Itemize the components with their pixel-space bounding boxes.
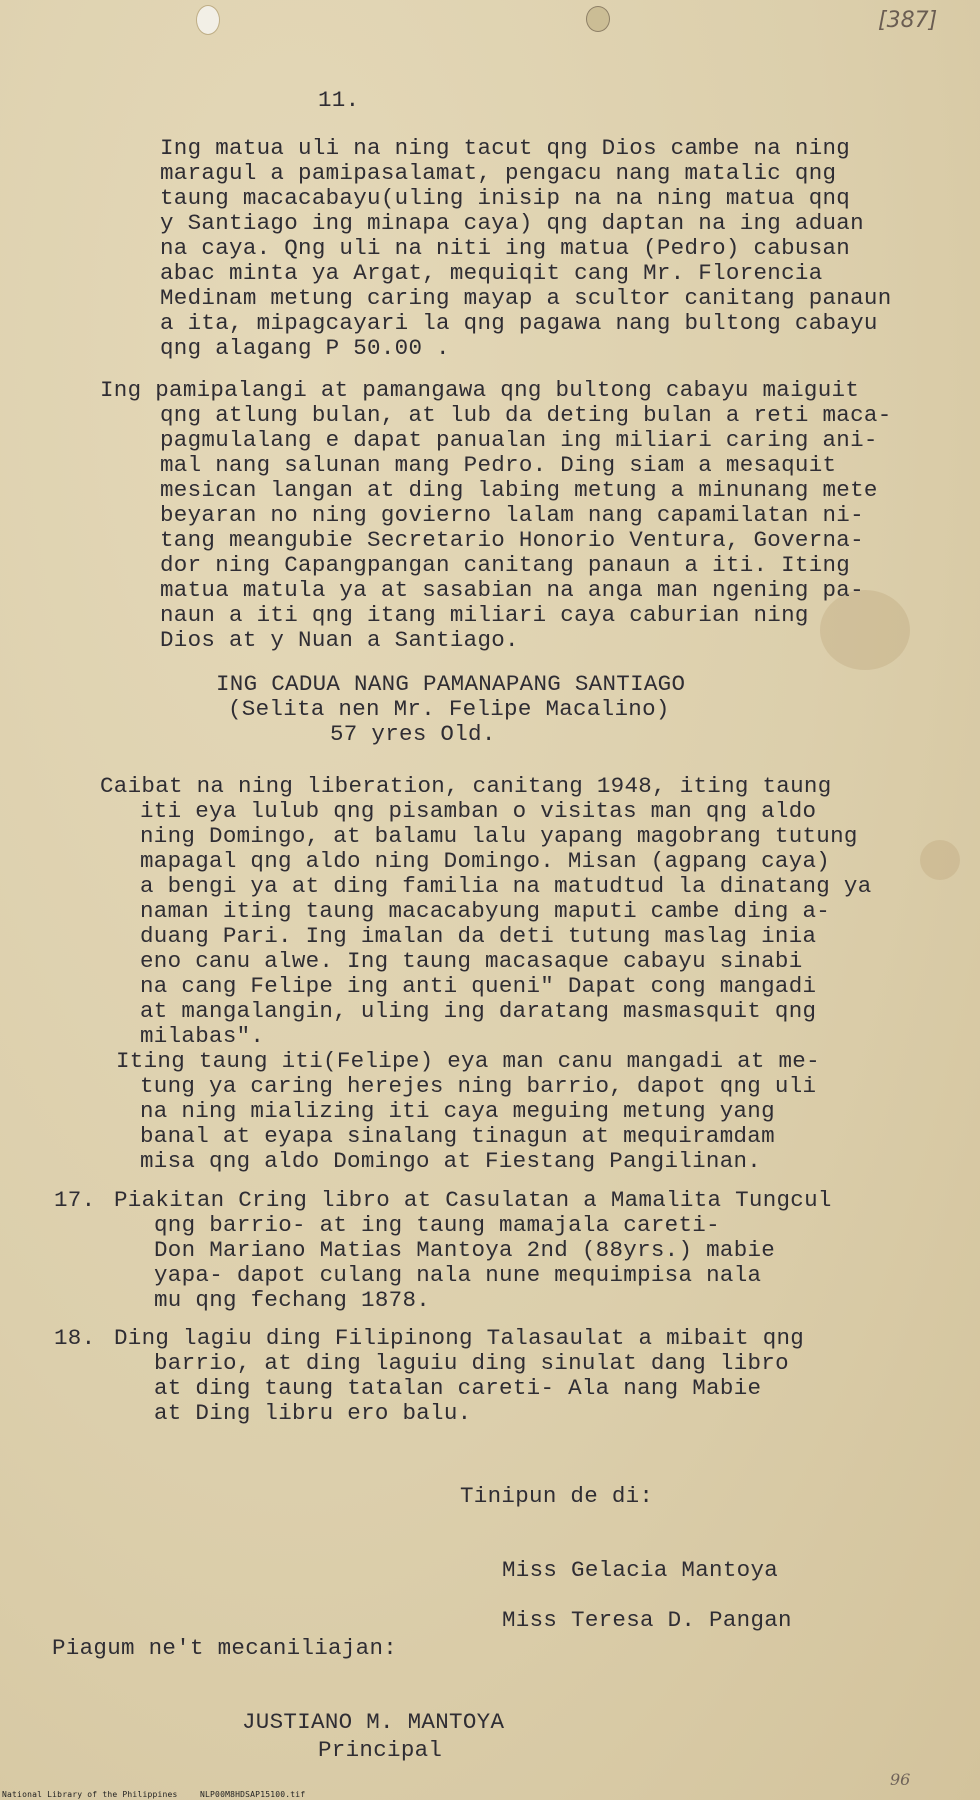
text-line: Ing pamipalangi at pamangawa qng bultong cabayu maiguit	[100, 377, 860, 403]
item-17-number: 17.	[54, 1187, 96, 1213]
text-line: Dios at y Nuan a Santiago.	[160, 627, 519, 653]
section-age: 57 yres Old.	[330, 721, 496, 747]
punch-hole-left	[196, 5, 220, 35]
text-line: naman iting taung macacabyung maputi cambe ding a-	[140, 898, 831, 924]
text-line: Ing matua uli na ning tacut qng Dios cambe na ning	[160, 135, 851, 161]
text-line: eno canu alwe. Ing taung macasaque cabayu sinabi	[140, 948, 803, 974]
text-line: mesican langan at ding labing metung a minunang mete	[160, 477, 878, 503]
paragraph-3	[100, 774, 872, 1049]
archive-reference: [387]	[878, 8, 938, 33]
principal-name: JUSTIANO M. MANTOYA	[242, 1709, 505, 1735]
compiler-name-1: Miss Gelacia Mantoya	[502, 1557, 779, 1583]
item-18-text	[114, 1326, 804, 1426]
item-18-number: 18.	[54, 1325, 96, 1351]
text-line: abac minta ya Argat, mequiqit cang Mr. Florencia	[160, 260, 823, 286]
text-line: Piakitan Cring libro at Casulatan a Mamalita Tungcul	[114, 1187, 832, 1213]
text-line: beyaran no ning govierno lalam nang capamilatan ni-	[160, 502, 864, 528]
text-line: na caya. Qng uli na niti ing matua (Pedro) cabusan	[160, 235, 851, 261]
text-line: y Santiago ing minapa caya) qng daptan na ing aduan	[160, 210, 864, 236]
text-line: milabas".	[140, 1023, 265, 1049]
text-line: a ita, mipagcayari la qng pagawa nang bultong cabayu	[160, 310, 878, 336]
text-line: maragul a pamipasalamat, pengacu nang matalic qng	[160, 160, 837, 186]
text-line: mapagal qng aldo ning Domingo. Misan (agpang caya)	[140, 848, 831, 874]
text-line: na ning mializing iti caya meguing metung yang	[140, 1098, 775, 1124]
compiler-name-2: Miss Teresa D. Pangan	[502, 1607, 792, 1633]
text-line: na cang Felipe ing anti queni" Dapat cong mangadi	[140, 973, 817, 999]
paragraph-2	[100, 378, 892, 653]
item-17-text	[114, 1188, 832, 1313]
text-line: misa qng aldo Domingo at Fiestang Pangilinan.	[140, 1148, 762, 1174]
text-line: tang meangubie Secretario Honorio Ventura, Governa-	[160, 527, 864, 553]
text-line: Don Mariano Matias Mantoya 2nd (88yrs.) mabie	[154, 1237, 776, 1263]
text-line: Medinam metung caring mayap a scultor canitang panaun	[160, 285, 892, 311]
section-heading: ING CADUA NANG PAMANAPANG SANTIAGO	[216, 671, 686, 697]
text-line: at Ding libru ero balu.	[154, 1400, 472, 1426]
principal-title: Principal	[318, 1737, 443, 1763]
text-line: barrio, at ding laguiu ding sinulat dang libro	[154, 1350, 789, 1376]
text-line: tung ya caring herejes ning barrio, dapot qng uli	[140, 1073, 817, 1099]
text-line: qng alagang P 50.00 .	[160, 335, 450, 361]
text-line: iti eya lulub qng pisamban o visitas man qng aldo	[140, 798, 817, 824]
handwritten-mark: 96	[890, 1770, 911, 1789]
stain-2	[920, 840, 960, 880]
punch-hole-right	[586, 6, 610, 32]
text-line: Ding lagiu ding Filipinong Talasaulat a mibait qng	[114, 1325, 805, 1351]
footer-file: NLP00M8HDSAP15100.tif	[200, 1790, 306, 1799]
text-line: dor ning Capangpangan canitang panaun a iti. Iting	[160, 552, 851, 578]
text-line: at mangalangin, uling ing daratang masmasquit qng	[140, 998, 817, 1024]
text-line: mal nang salunan mang Pedro. Ding siam a mesaquit	[160, 452, 837, 478]
text-line: naun a iti qng itang miliari caya caburian ning	[160, 602, 809, 628]
text-line: Iting taung iti(Felipe) eya man canu mangadi at me-	[116, 1048, 820, 1074]
text-line: qng atlung bulan, at lub da deting bulan a reti maca-	[160, 402, 892, 428]
approved-by-label: Piagum ne't mecaniliajan:	[52, 1635, 398, 1661]
text-line: ning Domingo, at balamu lalu yapang magobrang tutung	[140, 823, 858, 849]
footer-library: National Library of the Philippines	[2, 1790, 178, 1799]
text-line: pagmulalang e dapat panualan ing miliari caring ani-	[160, 427, 878, 453]
text-line: qng barrio- at ing taung mamajala careti-	[154, 1212, 720, 1238]
text-line: a bengi ya at ding familia na matudtud la dinatang ya	[140, 873, 872, 899]
section-subtitle: (Selita nen Mr. Felipe Macalino)	[228, 696, 670, 722]
paragraph-4	[116, 1049, 820, 1174]
text-line: matua matula ya at sasabian na anga man ngening pa-	[160, 577, 864, 603]
text-line: mu qng fechang 1878.	[154, 1287, 431, 1313]
page-number: 11.	[318, 87, 360, 113]
paragraph-1	[160, 136, 892, 361]
text-line: banal at eyapa sinalang tinagun at mequiramdam	[140, 1123, 775, 1149]
text-line: duang Pari. Ing imalan da deti tutung maslag inia	[140, 923, 817, 949]
text-line: yapa- dapot culang nala nune mequimpisa nala	[154, 1262, 762, 1288]
compiled-by-label: Tinipun de di:	[460, 1483, 654, 1509]
text-line: taung macacabayu(uling inisip na na ning matua qnq	[160, 185, 851, 211]
text-line: at ding taung tatalan careti- Ala nang Mabie	[154, 1375, 762, 1401]
text-line: Caibat na ning liberation, canitang 1948, iting taung	[100, 773, 832, 799]
